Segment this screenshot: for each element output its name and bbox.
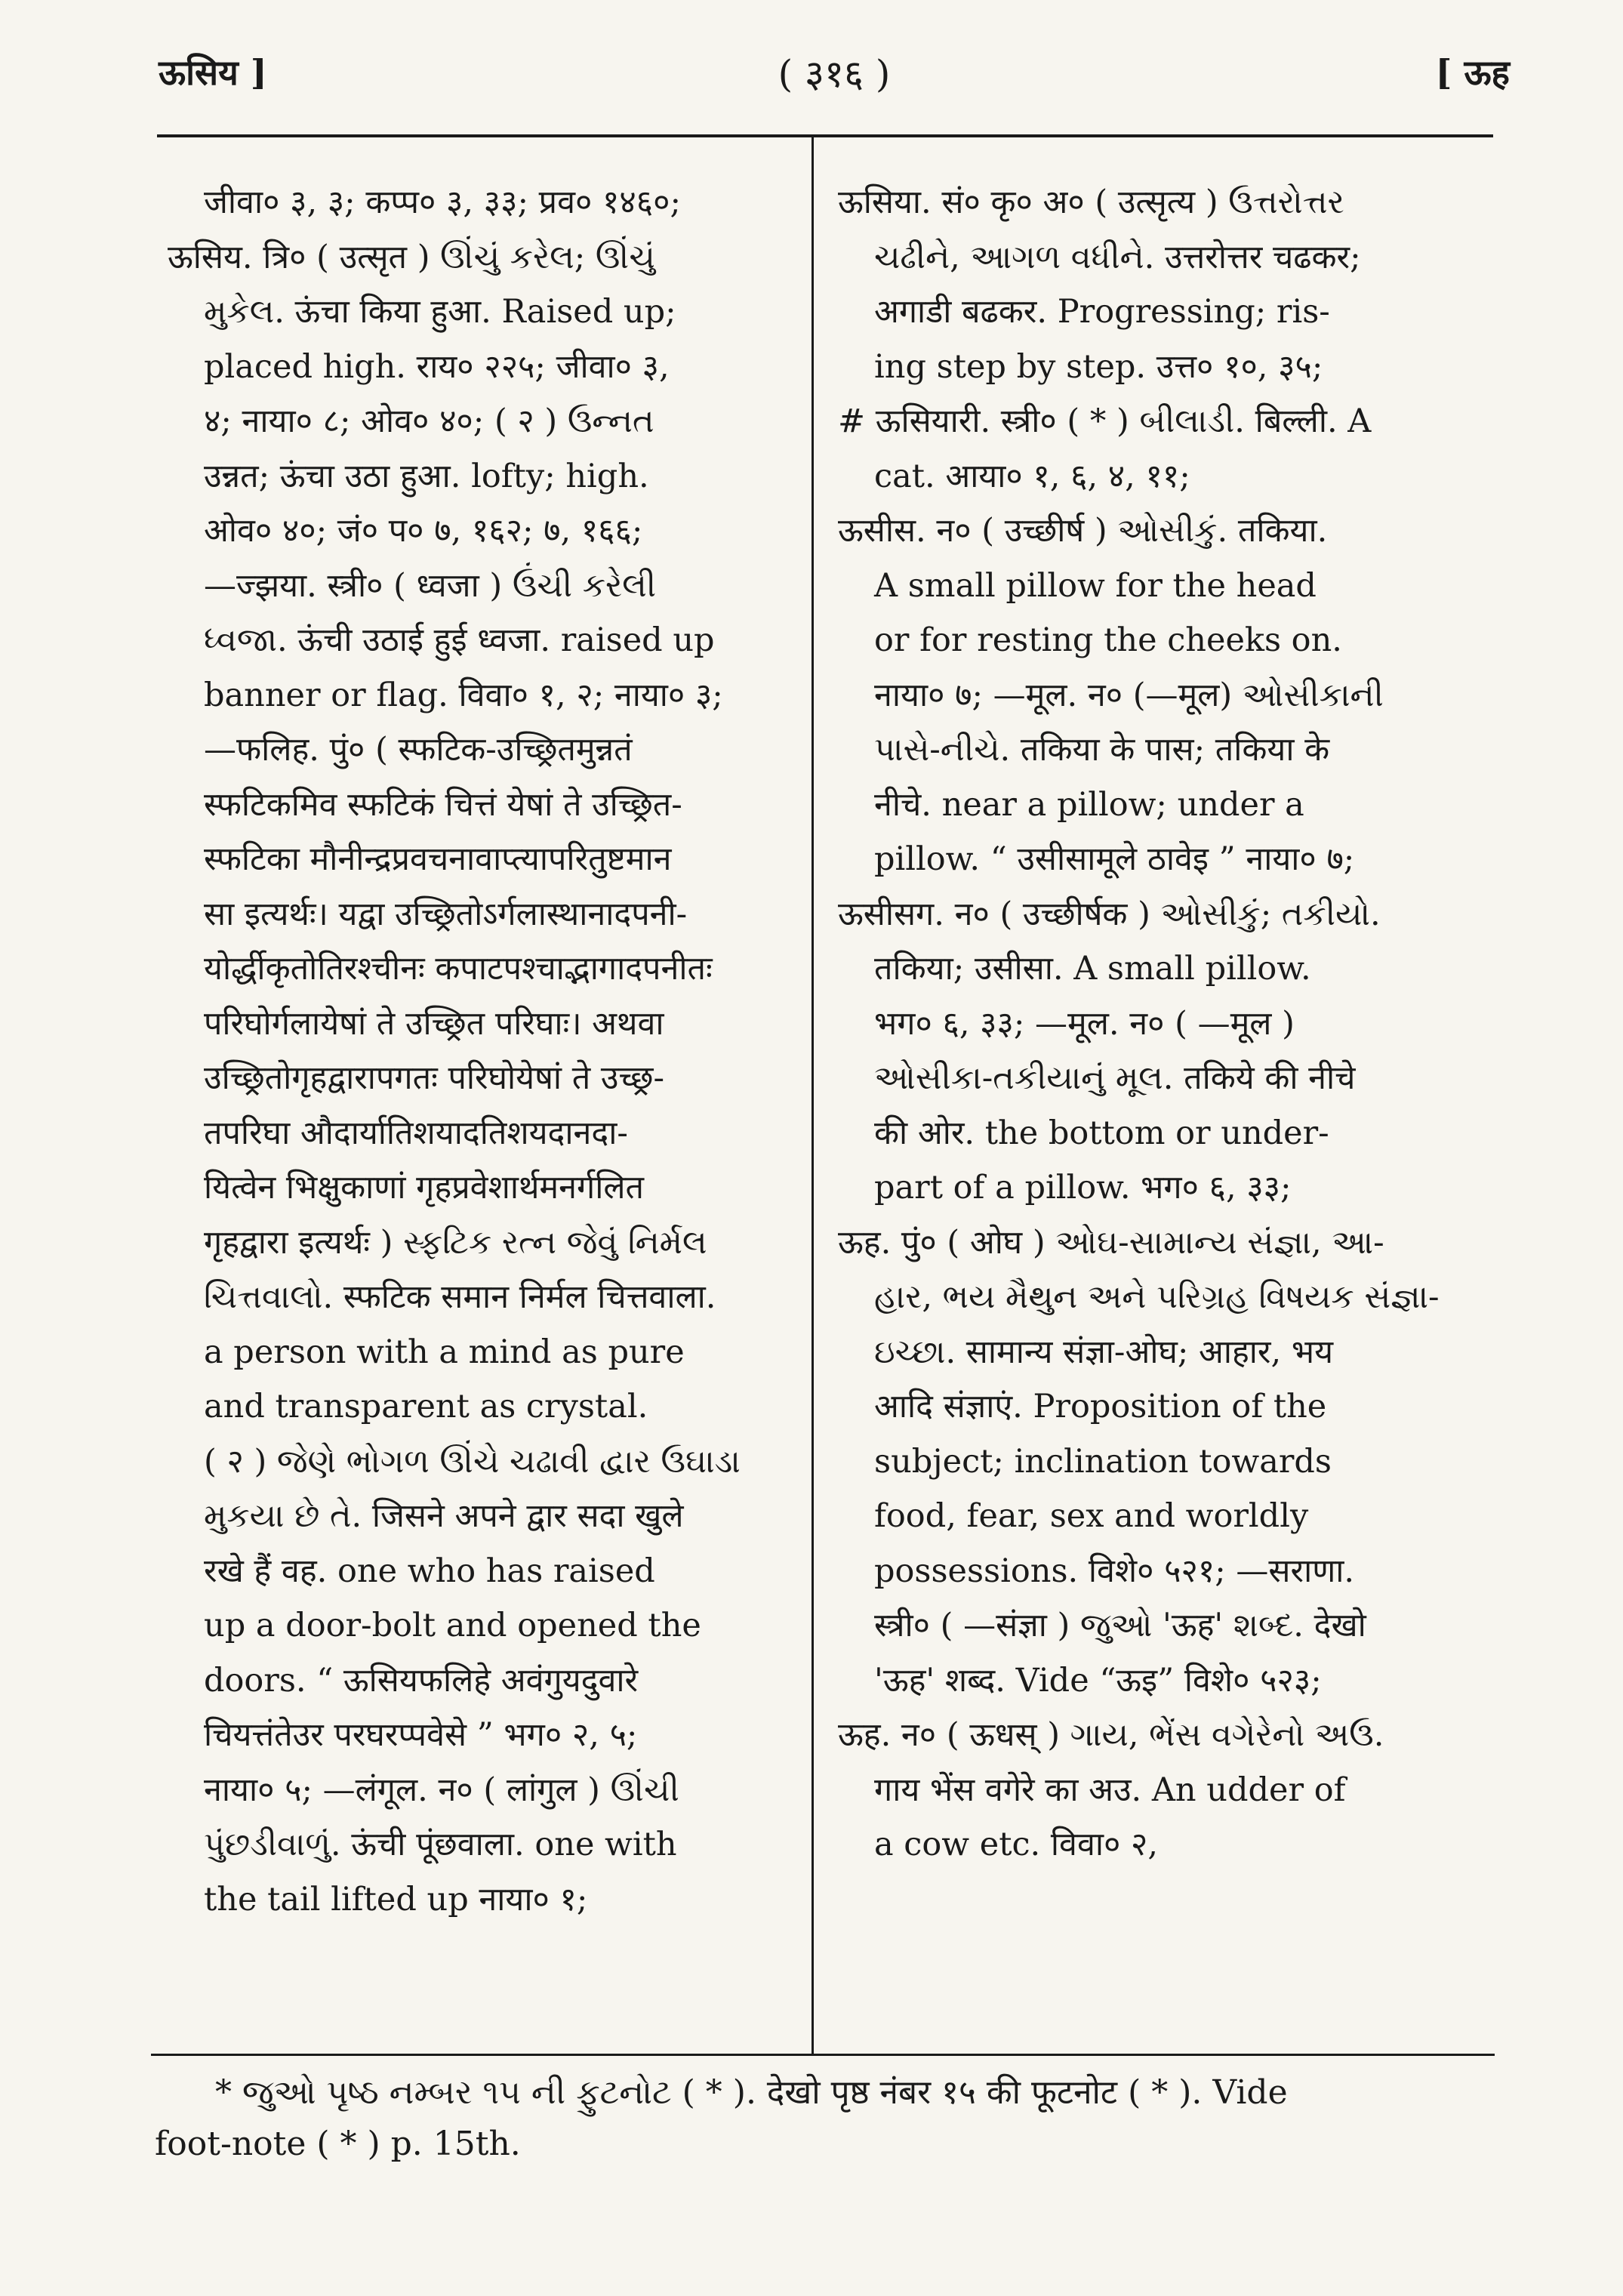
right-column (838, 175, 1476, 1872)
dictionary-line: મુકયા છે તે. जिसने अपने द्वार सदा खुले (204, 1497, 684, 1535)
dictionary-line: ऊह. न० ( ऊधस् ) ગાય, ભેંસ વગેરેનો અઉ. (838, 1716, 1384, 1754)
page-header (159, 44, 1510, 104)
dictionary-line: banner or flag. विवा० १, २; नाया० ३; (204, 676, 723, 714)
dictionary-line: ऊसिया. सं० कृ० अ० ( उत्सृत्य ) ઉત્તરોત્તર (838, 183, 1344, 221)
dictionary-line: नाया० ७; —मूल. न० (—मूल) ઓસીકાની (874, 676, 1384, 714)
dictionary-line: the tail lifted up नाया० १; (204, 1880, 588, 1918)
dictionary-line: ing step by step. उत्त० १०, ३५; (874, 347, 1323, 386)
dictionary-line: # ऊसियारी. स्त्री० ( * ) બીલાડી. बिल्ली. A (838, 402, 1372, 440)
dictionary-line: placed high. राय० २२५; जीवा० ३, (204, 347, 670, 386)
page-number: ( ३१६ ) (778, 52, 891, 96)
dictionary-line: —ज्झया. स्त्री० ( ध्वजा ) ઉંચી કરેલી (204, 566, 657, 605)
dictionary-line: part of a pillow. भग० ६, ३३; (874, 1169, 1292, 1207)
dictionary-line: ઓસીકા-તકીયાનું મૂલ. तकिये की नीचे (874, 1059, 1356, 1097)
dictionary-line: subject; inclination towards (874, 1442, 1332, 1481)
dictionary-line: ચઢીને, આગળ વધીને. उत्तरोत्तर चढकर; (874, 238, 1361, 276)
dictionary-line: or for resting the cheeks on. (874, 621, 1342, 659)
dictionary-line: आदि संज्ञाएं. Proposition of the (874, 1388, 1327, 1425)
dictionary-line: ચિત્તવાલો. स्फटिक समान निर्मल चित्तवाला. (204, 1278, 716, 1316)
header-right-guideword: [ ऊह (1435, 52, 1510, 93)
dictionary-line: મુકેલ. ऊंचा किया हुआ. Raised up; (204, 293, 676, 331)
dictionary-line: ધ્વજા. ऊंची उठाई हुई ध्वजा. raised up (204, 621, 715, 659)
dictionary-line: up a door-bolt and opened the (204, 1607, 701, 1644)
dictionary-line: a person with a mind as pure (204, 1333, 685, 1371)
dictionary-line: ( २ ) જેણે ભોગળ ઊંચે ચઢાવી દ્વાર ઉઘાડા (204, 1442, 741, 1481)
dictionary-line: गाय भेंस वगेरे का अउ. An udder of (874, 1771, 1346, 1809)
dictionary-line: चियत्तंतेउर परघरप्पवेसे ” भग० २, ५; (204, 1716, 638, 1754)
dictionary-line: ४; नाया० ८; ओव० ४०; ( २ ) ઉન્નત (204, 402, 654, 440)
dictionary-line: उन्नत; ऊंचा उठा हुआ. lofty; high. (204, 457, 649, 495)
dictionary-line: food, fear, sex and worldly (874, 1497, 1309, 1535)
footnote-line: foot-note ( * ) p. 15th. (155, 2125, 521, 2163)
dictionary-line: ऊसीसग. न० ( उच्छीर्षक ) ઓસીકું; તકીયો. (838, 895, 1381, 933)
dictionary-line: and transparent as crystal. (204, 1388, 648, 1425)
dictionary-line: cat. आया० १, ६, ४, ११; (874, 457, 1190, 495)
header-left-guideword: ऊसिय ] (159, 52, 267, 93)
left-column (168, 175, 794, 1927)
dictionary-line: गृहद्वारा इत्यर्थः ) સ્ફટિક રત્ન જેવું નિર્મલ (204, 1223, 707, 1262)
footnote-line: * જુઓ પૃષ્ઠ નમ્બર ૧૫ ની ફુટનોટ ( * ). देखो पृष्ठ नंबर १५ की फूटनोट ( * ). Vide (215, 2073, 1288, 2112)
dictionary-line: હાર, ભય મૈથુન અને પરિગ્રહ વિષયક સંજ્ઞા- (874, 1278, 1440, 1316)
dictionary-line: स्फटिका मौनीन्द्रप्रवचनावाप्त्यापरितुष्टमान (204, 840, 672, 878)
dictionary-line: सा इत्यर्थः। यद्वा उच्छ्रितोऽर्गलास्थानादपनी- (204, 895, 688, 933)
dictionary-line: —फलिह. पुं० ( स्फटिक-उच्छ्रितमुन्नतं (204, 731, 633, 769)
dictionary-line: પાસે-નીચે. तकिया के पास; तकिया के (874, 731, 1330, 769)
dictionary-line: ऊसीस. न० ( उच्छीर्ष ) ઓસીકું. तकिया. (838, 512, 1328, 550)
dictionary-line: तपरिघा औदार्यातिशयादतिशयदानदा- (204, 1114, 628, 1152)
dictionary-line: ऊह. पुं० ( ओघ ) ઓઘ-સામાન્ય સંજ્ઞા, આ- (838, 1223, 1384, 1262)
dictionary-line: नीचे. near a pillow; under a (874, 785, 1304, 824)
dictionary-line: ऊसिय. त्रि० ( उत्सृत ) ઊંચું કરેલ; ઊંચું (168, 238, 655, 276)
dictionary-line: रखे हैं वह. one who has raised (204, 1552, 655, 1590)
dictionary-line: योर्द्धीकृतोतिरश्चीनः कपाटपश्चाद्भागादपनीतः (204, 950, 713, 988)
dictionary-line: भग० ६, ३३; —मूल. न० ( —मूल ) (874, 1004, 1295, 1043)
dictionary-line: ઇચ્છા. सामान्य संज्ञा-ओघ; आहार, भय (874, 1333, 1334, 1371)
dictionary-line: પુંછડીવાળું. ऊंची पूंछवाला. one with (204, 1826, 677, 1863)
header-rule (157, 134, 1493, 137)
dictionary-line: तकिया; उसीसा. A small pillow. (874, 950, 1311, 988)
dictionary-line: स्त्री० ( —संज्ञा ) જુઓ 'ऊह' શબ્દ. देखो (874, 1607, 1366, 1644)
dictionary-line: possessions. विशे० ५२१; —सराणा. (874, 1552, 1355, 1590)
column-divider (812, 137, 814, 2055)
dictionary-line: नाया० ५; —लंगूल. न० ( लांगुल ) ઊંચી (204, 1771, 679, 1809)
dictionary-line: 'ऊह' शब्द. Vide “ऊइ” विशे० ५२३; (874, 1661, 1322, 1700)
dictionary-line: यित्वेन भिक्षुकाणां गृहप्रवेशार्थमनर्गलित (204, 1169, 645, 1207)
footnote (155, 2067, 1483, 2170)
dictionary-line: doors. “ ऊसियफलिहे अवंगुयदुवारे (204, 1661, 639, 1700)
dictionary-line: जीवा० ३, ३; कप्प० ३, ३३; प्रव० १४६०; (204, 183, 681, 221)
dictionary-line: परिघोर्गलायेषां ते उच्छ्रित परिघाः। अथवा (204, 1004, 664, 1043)
dictionary-line: ओव० ४०; जं० प० ७, १६२; ७, १६६; (204, 512, 643, 550)
dictionary-line: की ओर. the bottom or under- (874, 1114, 1329, 1152)
dictionary-line: A small pillow for the head (874, 566, 1317, 605)
dictionary-line: स्फटिकमिव स्फटिकं चित्तं येषां ते उच्छ्रित- (204, 785, 682, 824)
footnote-rule (151, 2054, 1495, 2056)
dictionary-line: a cow etc. विवा० २, (874, 1826, 1159, 1863)
dictionary-line: pillow. “ उसीसामूले ठावेइ ” नाया० ७; (874, 840, 1355, 878)
dictionary-line: अगाडी बढकर. Progressing; ris- (874, 293, 1330, 331)
dictionary-line: उच्छ्रितोगृहद्वारापगतः परिघोयेषां ते उच्छ्र- (204, 1059, 664, 1097)
